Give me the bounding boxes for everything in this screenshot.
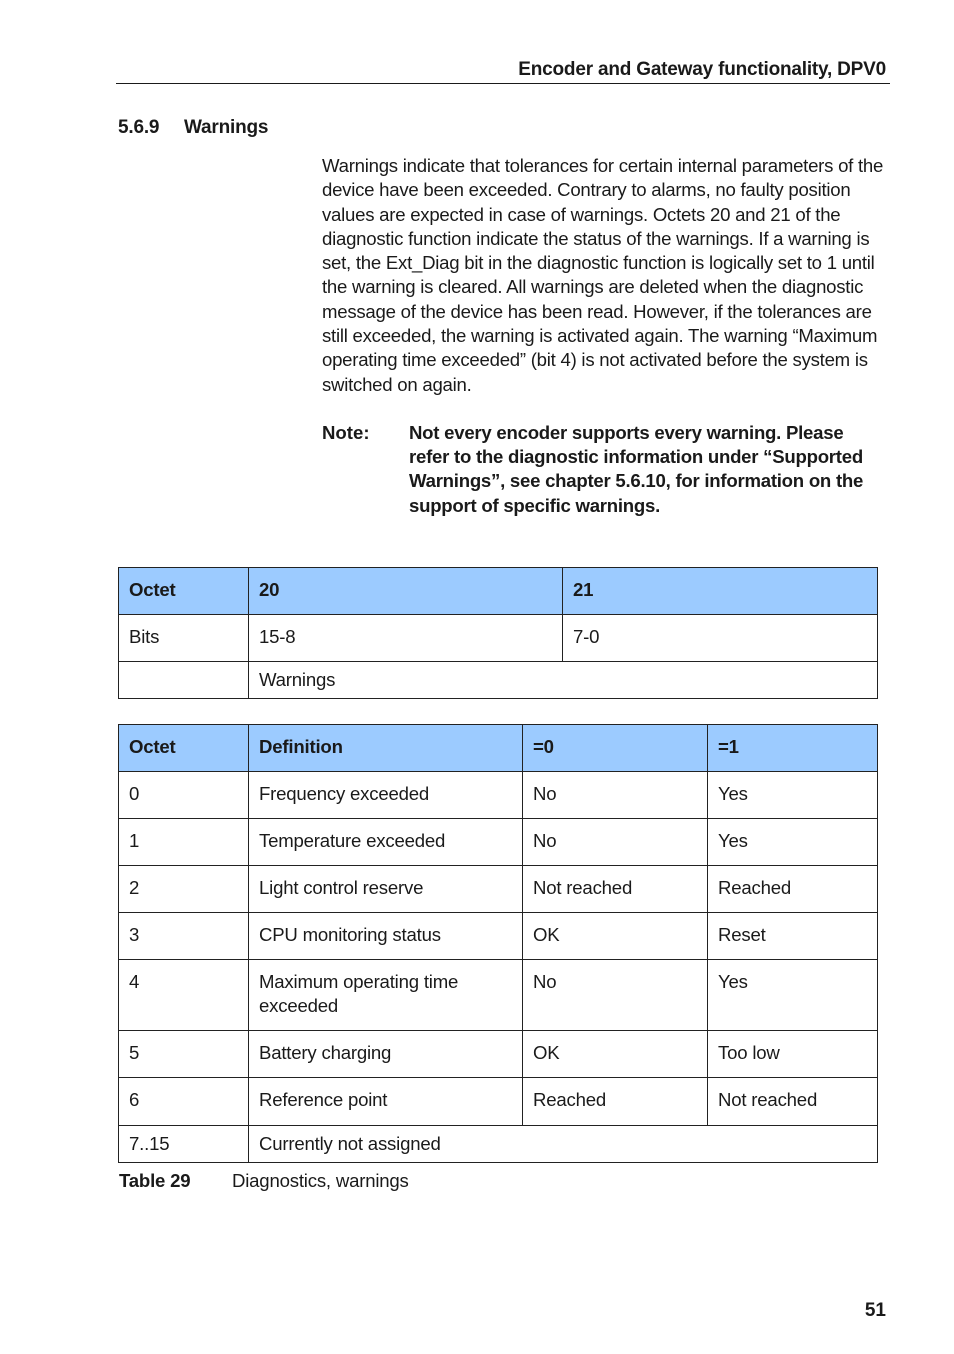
table-cell: Reference point (249, 1078, 523, 1126)
table-cell: Warnings (249, 662, 878, 699)
table-row (119, 662, 878, 699)
table-cell: Battery charging (249, 1031, 523, 1078)
page-number: 51 (864, 1300, 886, 1321)
table-cell: CPU monitoring status (249, 913, 523, 960)
table-cell: Yes (708, 772, 878, 819)
table-cell: 7-0 (563, 615, 878, 662)
table-header-row (119, 725, 878, 772)
header-cell: =0 (523, 725, 708, 772)
table-cell (119, 662, 249, 699)
table-cell: Reset (708, 913, 878, 960)
table-cell: 6 (119, 1078, 249, 1126)
table-row (119, 1126, 878, 1163)
section-heading (118, 117, 268, 139)
header-cell: 20 (249, 568, 563, 615)
warnings-table (118, 724, 878, 1163)
table-row (119, 913, 878, 960)
table-cell: 2 (119, 866, 249, 913)
table-cell: 5 (119, 1031, 249, 1078)
table-cell: Currently not assigned (249, 1126, 878, 1163)
table-cell: No (523, 819, 708, 866)
table-row (119, 1031, 878, 1078)
table-cell: Bits (119, 615, 249, 662)
table-header-row (119, 568, 878, 615)
header-cell: Definition (249, 725, 523, 772)
header-cell: 21 (563, 568, 878, 615)
table-row (119, 866, 878, 913)
table-cell: Yes (708, 960, 878, 1031)
running-header (116, 58, 890, 84)
header-cell: Octet (119, 725, 249, 772)
table-cell: 4 (119, 960, 249, 1031)
note-label: Note: (322, 422, 370, 443)
table-cell: Not reached (523, 866, 708, 913)
table-cell: Frequency exceeded (249, 772, 523, 819)
note-text: Not every encoder supports every warning. Please refer to the diagnostic information under “Supported Warnings”, see chapter 5.6.10, for information on the support of specific warnings. (409, 422, 864, 516)
table-row (119, 772, 878, 819)
table-row (119, 960, 878, 1031)
table-cell: 15-8 (249, 615, 563, 662)
table-row (119, 615, 878, 662)
octet-table (118, 567, 878, 699)
table-row (119, 819, 878, 866)
table-cell: Temperature exceeded (249, 819, 523, 866)
table-cell: No (523, 772, 708, 819)
table-cell: No (523, 960, 708, 1031)
table-row (119, 1078, 878, 1126)
table-caption-text: Diagnostics, warnings (232, 1170, 409, 1191)
section-title: Warnings (184, 117, 269, 138)
table-cell: OK (523, 913, 708, 960)
table-cell: Reached (523, 1078, 708, 1126)
running-header-title: Encoder and Gateway functionality, DPV0 (518, 59, 886, 80)
table-cell: Light control reserve (249, 866, 523, 913)
section-number: 5.6.9 (118, 117, 160, 138)
table-cell: Yes (708, 819, 878, 866)
table-caption (119, 1170, 409, 1192)
table-cell: 0 (119, 772, 249, 819)
table-cell: 3 (119, 913, 249, 960)
header-cell: =1 (708, 725, 878, 772)
table-cell: Reached (708, 866, 878, 913)
table-cell: OK (523, 1031, 708, 1078)
table-cell: Not reached (708, 1078, 878, 1126)
table-caption-label: Table 29 (119, 1170, 191, 1191)
table-cell: 1 (119, 819, 249, 866)
table-cell: 7..15 (119, 1126, 249, 1163)
body-paragraph: Warnings indicate that tolerances for certain internal parameters of the device have been exceeded. Contrary to alarms, no faulty position values are expected in case of warnings. Octets 20 and 21 of the diagnostic function indicate the status of the warnings. If a warning is set, the Ext_Diag bit in the diagnostic function is logically set to 1 until the warning is cleared. All warnings are deleted when the diagnostic message of the device has been read. However, if the tolerances are still exceeded, the warning is activated again. The warning “Maximum operating time exceeded” (bit 4) is not activated before the system is switched on again. (322, 155, 884, 395)
header-cell: Octet (119, 568, 249, 615)
table-cell: Too low (708, 1031, 878, 1078)
table-cell: Maximum operating time exceeded (249, 960, 523, 1031)
